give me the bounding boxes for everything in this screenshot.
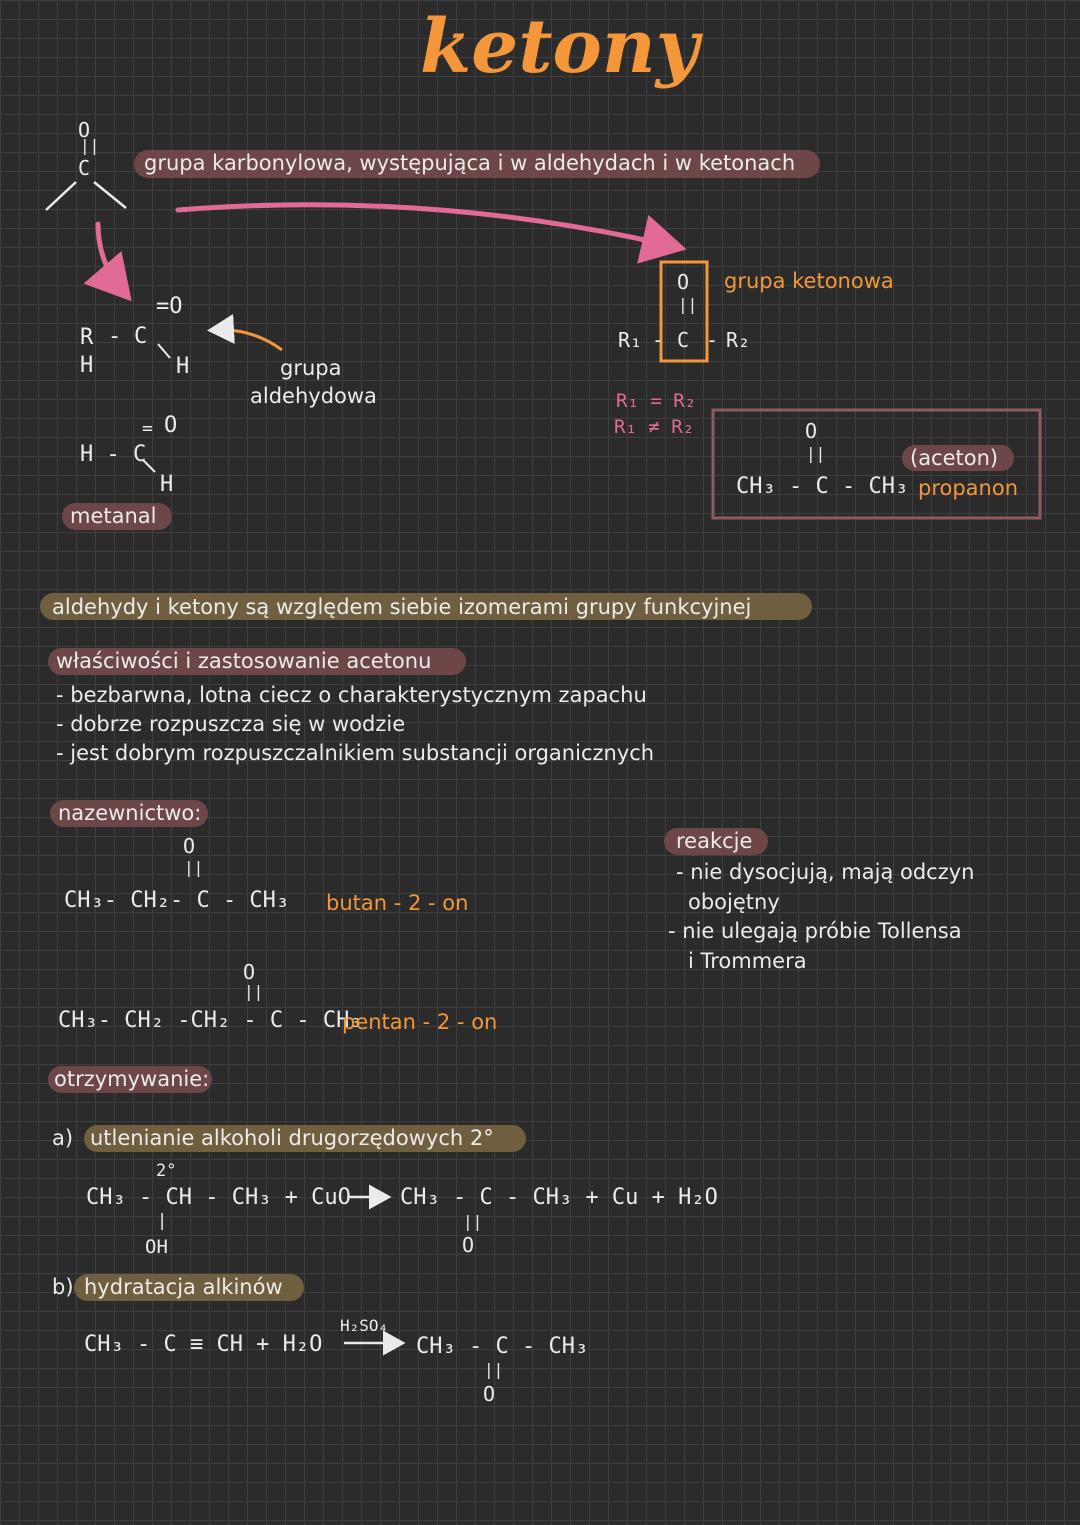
naming-ex2-oxygen: O <box>243 960 256 984</box>
carbonyl-oxygen: O <box>78 118 91 142</box>
carbonyl-to-ketone-arrow <box>178 205 672 246</box>
hydration-label: hydratacja alkinów <box>84 1275 283 1299</box>
reactions-heading: reakcje <box>676 829 753 853</box>
aldehyde-double-o: =O <box>156 294 183 319</box>
ketone-bond-left: - <box>652 328 665 352</box>
oxidation-right-bond: || <box>463 1212 483 1231</box>
aldehyde-bond-lines <box>143 344 170 472</box>
reaction-item: - nie ulegają próbie Tollensa <box>668 919 962 943</box>
hydration-right: CH₃ - C - CH₃ <box>416 1334 589 1359</box>
aldehyde-carbon: C <box>134 324 148 349</box>
aldehyde-label-line1: grupa <box>280 356 342 380</box>
ketone-bond-right: - <box>706 328 719 352</box>
acetone-common-name: (aceton) <box>910 446 999 470</box>
property-item: - dobrze rozpuszcza się w wodzie <box>56 712 406 736</box>
ketone-r-not-equal: R₁ ≠ R₂ <box>614 416 695 438</box>
oxidation-prefix: a) <box>52 1126 74 1150</box>
aldehyde-group-arrow <box>216 330 282 350</box>
oxidation-right-oxygen: O <box>462 1233 475 1257</box>
aldehyde-dash: - <box>108 324 122 349</box>
naming-ex2-formula: CH₃- CH₂ -CH₂ - C - CH₃ <box>58 1008 363 1033</box>
oxidation-oh: OH <box>145 1236 168 1258</box>
naming-ex1-double-bond: || <box>184 858 204 877</box>
oxidation-bar: | <box>157 1211 168 1231</box>
carbonyl-down-arrow <box>98 224 122 290</box>
carbonyl-bond-lines <box>46 182 126 210</box>
naming-ex2-name: pentan - 2 - on <box>342 1010 498 1034</box>
acetone-formula: CH₃ - C - CH₃ <box>736 474 909 499</box>
metanal-double: = <box>142 418 153 439</box>
acetone-double-bond: || <box>806 444 826 463</box>
naming-ex1-oxygen: O <box>183 834 196 858</box>
hydration-right-oxygen: O <box>483 1382 496 1406</box>
metanal-h: H <box>160 472 174 497</box>
hydration-right-bond: || <box>484 1360 504 1379</box>
page-title: ketony <box>420 4 699 90</box>
ketone-oxygen: O <box>677 270 690 294</box>
naming-ex2-double-bond: || <box>244 982 264 1001</box>
naming-ex1-formula: CH₃- CH₂- C - CH₃ <box>64 888 290 913</box>
ketone-r1: R₁ <box>618 328 643 352</box>
obtaining-heading: otrzymywanie: <box>54 1067 210 1091</box>
ketone-carbon: C <box>677 328 690 352</box>
metanal-oxygen: O <box>164 413 178 438</box>
acetone-oxygen: O <box>805 419 818 443</box>
ketone-r2: R₂ <box>726 328 751 352</box>
hydration-prefix: b) <box>52 1275 74 1299</box>
carbonyl-carbon: C <box>78 156 91 180</box>
carbonyl-label: grupa karbonylowa, występująca i w aldehydach i w ketonach <box>144 151 796 175</box>
aldehyde-label-line2: aldehydowa <box>250 384 377 408</box>
aldehyde-r: R <box>80 325 94 350</box>
property-item: - bezbarwna, lotna ciecz o charakterystycznym zapachu <box>56 683 647 707</box>
oxidation-right: CH₃ - C - CH₃ + Cu + H₂O <box>400 1185 718 1210</box>
oxidation-left: CH₃ - CH - CH₃ + CuO <box>86 1185 351 1210</box>
metanal-hc: H - C <box>80 442 147 467</box>
naming-heading: nazewnictwo: <box>58 801 202 825</box>
aldehyde-h-below: H <box>80 353 94 378</box>
hydration-catalyst: H₂SO₄ <box>340 1316 389 1335</box>
carbonyl-double-bond: || <box>80 136 100 155</box>
oxidation-degree: 2° <box>156 1161 177 1181</box>
reaction-item: - nie dysocjują, mają odczyn <box>676 860 975 884</box>
property-item: - jest dobrym rozpuszczalnikiem substancji organicznych <box>56 741 655 765</box>
ketone-group-label: grupa ketonowa <box>724 269 894 293</box>
naming-ex1-name: butan - 2 - on <box>326 891 469 915</box>
hydration-left: CH₃ - C ≡ CH + H₂O <box>84 1332 323 1357</box>
acetone-iupac-name: propanon <box>918 476 1019 500</box>
ketone-double-bond: || <box>678 295 698 314</box>
ketone-r-equal: R₁ = R₂ <box>616 390 697 412</box>
reaction-item: i Trommera <box>688 949 807 973</box>
oxidation-label: utlenianie alkoholi drugorzędowych 2° <box>90 1126 494 1150</box>
metanal-name: metanal <box>70 504 157 528</box>
aldehyde-h: H <box>176 354 190 379</box>
isomer-note: aldehydy i ketony są względem siebie izomerami grupy funkcyjnej <box>52 595 752 619</box>
properties-heading: właściwości i zastosowanie acetonu <box>56 649 432 673</box>
reaction-item: obojętny <box>688 890 780 914</box>
